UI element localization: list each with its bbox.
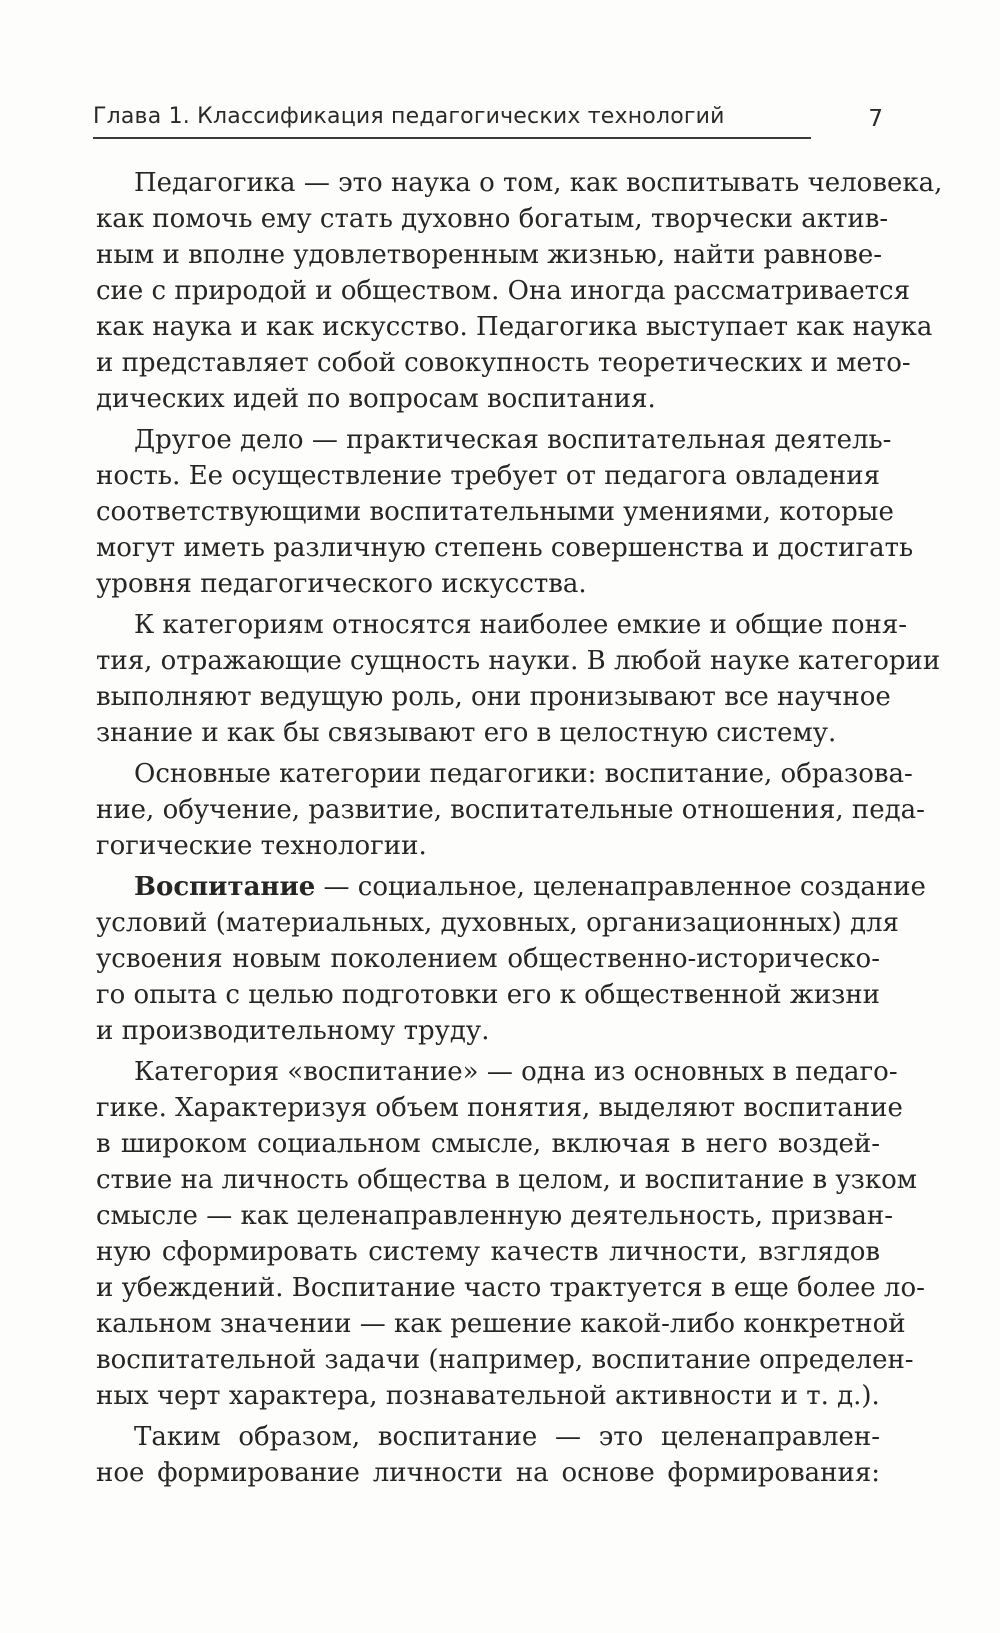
paragraph-practice [96,422,914,602]
text-line: и представляет собой совокупность теоретических и мето- [96,348,911,378]
text-line: и производительному труду. [96,1016,490,1046]
text-line: как помочь ему стать духовно богатым, творчески актив- [96,204,889,234]
text-line: Педагогика — это наука о том, как воспитывать человека, [134,168,943,198]
text-line: соответствующими воспитательными умениями, которые [96,497,894,527]
text-line: воспитательной задачи (например, воспитание определен- [96,1345,914,1375]
text-line: ное формирование личности на основе формирования: [96,1458,880,1488]
text-line: ных черт характера, познавательной активности и т. д.). [96,1381,880,1411]
text-line: знание и как бы связывают его в целостную систему. [96,718,837,748]
text-line: дических идей по вопросам воспитания. [96,384,656,414]
body-text [96,165,943,1496]
text-line: Другое дело — практическая воспитательная деятель- [134,425,892,455]
text-line: в широком социальном смысле, включая в него воздей- [96,1129,880,1159]
text-line: гике. Характеризуя объем понятия, выделяют воспитание [96,1093,903,1123]
text-line: ствие на личность общества в целом, и воспитание в узком [96,1165,917,1195]
page-header [93,104,883,144]
text-line: выполняют ведущую роль, они пронизывают все научное [96,682,891,712]
paragraph-upbringing-category [96,1054,925,1414]
paragraph-conclusion [96,1419,880,1491]
paragraph-main-categories [96,756,925,864]
text-line: тия, отражающие сущность науки. В любой науке категории [96,646,941,676]
text-line: сие с природой и обществом. Она иногда рассматривается [96,276,911,306]
paragraph-upbringing-definition [96,869,926,1049]
text-line: могут иметь различную степень совершенства и достигать [96,533,914,563]
text-line: усвоения новым поколением общественно-историческо- [96,944,880,974]
text-line: гогические технологии. [96,831,427,861]
text-line: Основные категории педагогики: воспитание, образова- [134,759,913,789]
text-line: К категориям относятся наиболее емкие и общие поня- [134,610,908,640]
text-line: уровня педагогического искусства. [96,569,587,599]
text-line: ным и вполне удовлетворенным жизнью, найти равнове- [96,240,883,270]
text-line: кальном значении — как решение какой-либо конкретной [96,1309,906,1339]
header-rule [93,137,811,139]
paragraph-pedagogy-definition [96,165,943,417]
running-title: Глава 1. Классификация педагогических технологий [93,104,725,129]
text-line: смысле — как целенаправленную деятельность, призван- [96,1201,894,1231]
text-line: условий (материальных, духовных, организационных) для [96,908,899,938]
text-line: Таким образом, воспитание — это целенаправлен- [134,1422,880,1452]
text-line: Категория «воспитание» — одна из основных в педаго- [134,1057,898,1087]
term-upbringing: Воспитание [134,872,316,902]
text-line: и убеждений. Воспитание часто трактуется в еще более ло- [96,1273,925,1303]
text-line: как наука и как искусство. Педагогика выступает как наука [96,312,933,342]
text-line: ность. Ее осуществление требует от педагога овладения [96,461,880,491]
text-line: ную сформировать систему качеств личности, взглядов [96,1237,880,1267]
definition-text: — социальное, целенаправленное создание [315,872,926,902]
paragraph-categories [96,607,941,751]
page-number: 7 [868,106,883,132]
text-line: ние, обучение, развитие, воспитательные отношения, педа- [96,795,925,825]
text-line [96,869,926,905]
text-line: го опыта с целью подготовки его к общественной жизни [96,980,880,1010]
